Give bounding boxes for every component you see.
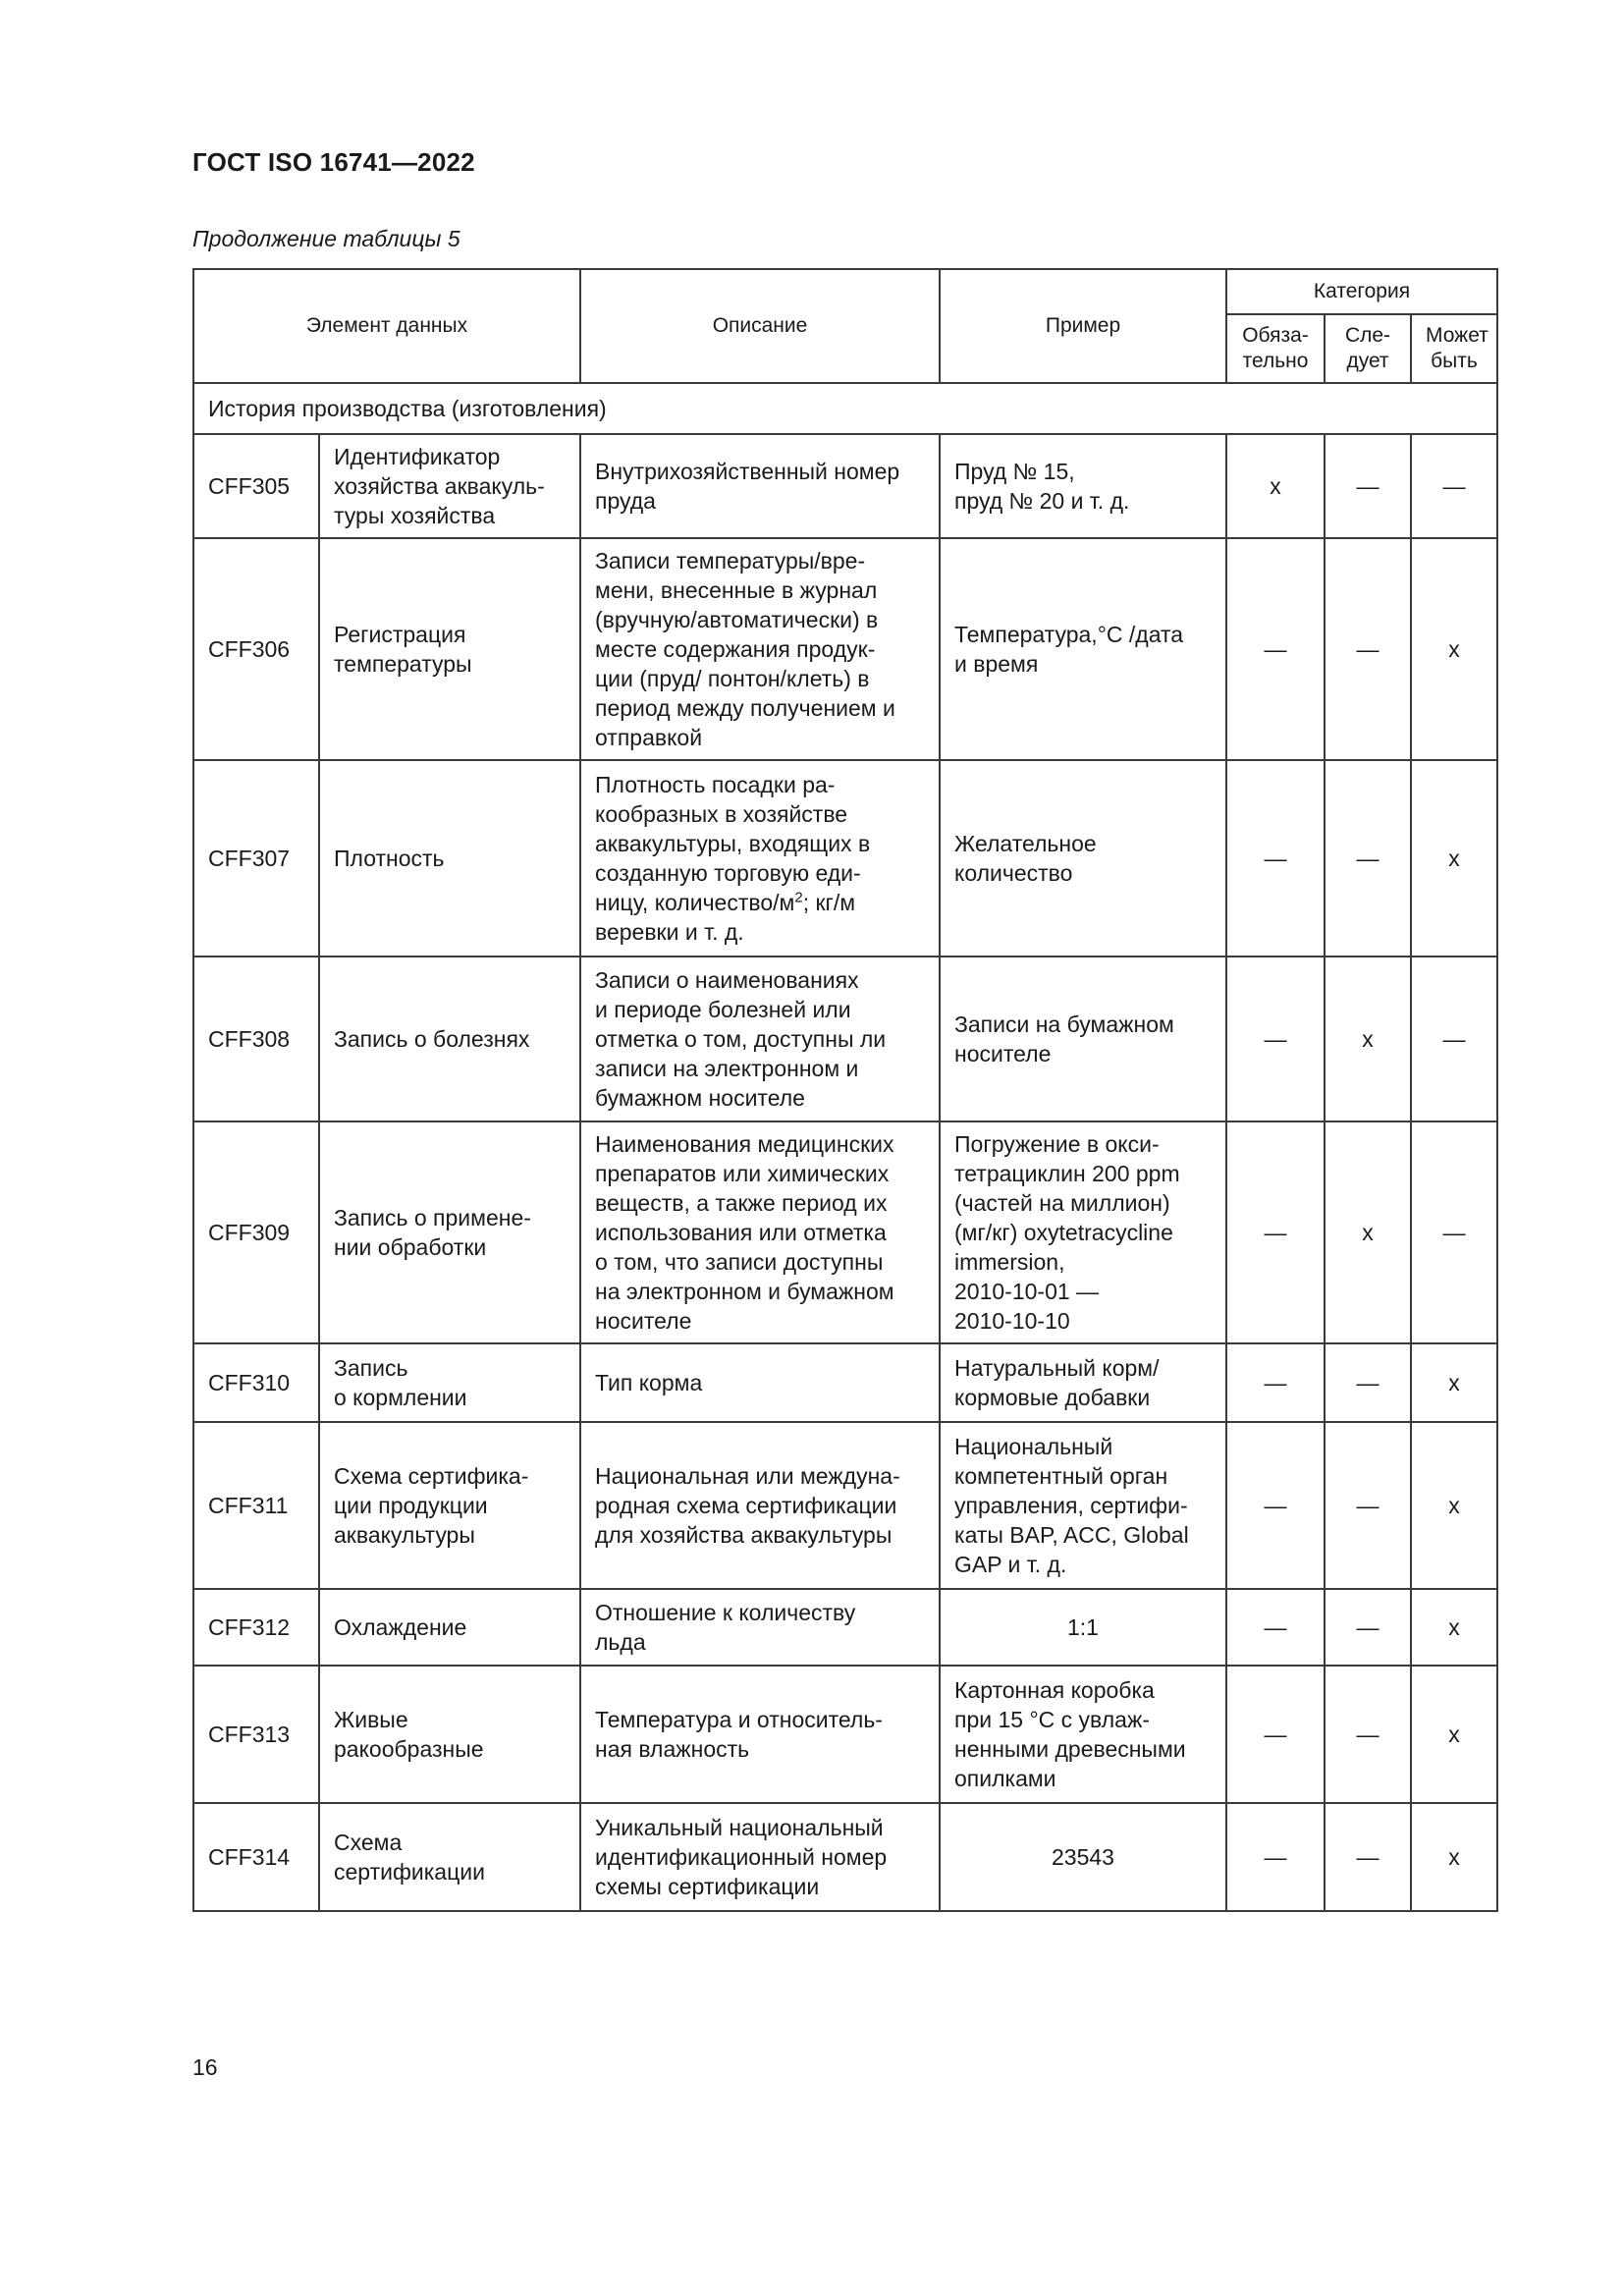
row-description-line: созданную торговую еди-	[595, 860, 861, 886]
row-category-mandatory: —	[1226, 1589, 1325, 1666]
row-description	[580, 434, 940, 538]
row-name-line: аквакультуры	[334, 1522, 475, 1548]
row-category-should: —	[1325, 760, 1411, 957]
row-example	[940, 1121, 1226, 1343]
row-name-line: ции продукции	[334, 1493, 488, 1518]
row-example	[940, 957, 1226, 1121]
row-category-should: —	[1325, 1666, 1411, 1803]
table-row	[193, 538, 1497, 760]
row-description	[580, 1589, 940, 1666]
header-should-line: дует	[1346, 350, 1389, 372]
row-category-should: —	[1325, 1422, 1411, 1589]
row-category-should: x	[1325, 957, 1411, 1121]
row-description-line: и периоде болезней или	[595, 997, 851, 1022]
row-description-line: отметка о том, доступны ли	[595, 1026, 887, 1052]
row-name-line: сертификации	[334, 1859, 485, 1885]
row-category-may: x	[1411, 1589, 1497, 1666]
row-category-may: —	[1411, 1121, 1497, 1343]
row-name-line: Запись о болезнях	[334, 1026, 530, 1052]
row-description-line: о том, что записи доступны	[595, 1249, 884, 1275]
row-id: CFF314	[193, 1803, 319, 1911]
row-id: CFF306	[193, 538, 319, 760]
row-name-line: Плотность	[334, 846, 445, 871]
row-example-line: Пруд № 15,	[954, 459, 1075, 484]
table-caption: Продолжение таблицы 5	[192, 226, 460, 251]
row-id: CFF311	[193, 1422, 319, 1589]
row-description-line: препаратов или химических	[595, 1161, 890, 1186]
row-description-line: Национальная или междуна-	[595, 1463, 900, 1489]
row-example	[940, 1666, 1226, 1803]
table-row	[193, 1803, 1497, 1911]
row-description-line: записи на электронном и	[595, 1056, 859, 1081]
row-id: CFF309	[193, 1121, 319, 1343]
row-category-should: —	[1325, 538, 1411, 760]
row-example-line: пруд № 20 и т. д.	[954, 488, 1130, 514]
row-description	[580, 1343, 940, 1422]
header-element: Элемент данных	[193, 269, 580, 383]
header-may	[1411, 314, 1497, 383]
row-category-should: x	[1325, 1121, 1411, 1343]
row-id: CFF307	[193, 760, 319, 957]
row-name	[319, 434, 580, 538]
row-example-line: (мг/кг) oxytetracycline	[954, 1220, 1173, 1245]
row-name-line: нии обработки	[334, 1234, 487, 1260]
row-description-line: Уникальный национальный	[595, 1815, 884, 1840]
row-description-line: для хозяйства аквакультуры	[595, 1522, 893, 1548]
row-description	[580, 957, 940, 1121]
header-row-1	[193, 269, 1497, 314]
row-category-may: x	[1411, 1422, 1497, 1589]
row-description-line	[595, 888, 925, 917]
row-id: CFF312	[193, 1589, 319, 1666]
row-example-line: ненными древесными	[954, 1736, 1186, 1762]
row-description-line: Тип корма	[595, 1370, 703, 1395]
row-example-line: 2010-10-10	[954, 1308, 1070, 1334]
row-description-line: Внутрихозяйственный номер	[595, 459, 900, 484]
row-category-mandatory: x	[1226, 434, 1325, 538]
row-example-line: количество	[954, 860, 1073, 886]
row-description	[580, 1422, 940, 1589]
table-row	[193, 1343, 1497, 1422]
row-example-line: immersion,	[954, 1249, 1065, 1275]
row-description-line: пруда	[595, 488, 656, 514]
row-description-line: отправкой	[595, 725, 703, 750]
row-example-line: (частей на миллион)	[954, 1190, 1170, 1216]
table-row	[193, 1422, 1497, 1589]
row-description-line: Отношение к количеству	[595, 1600, 856, 1625]
row-description	[580, 538, 940, 760]
row-example-line: Национальный	[954, 1434, 1113, 1459]
row-example-line: управления, сертифи-	[954, 1493, 1188, 1518]
table-row	[193, 1589, 1497, 1666]
row-example-line: Записи на бумажном	[954, 1011, 1174, 1037]
header-example: Пример	[940, 269, 1226, 383]
row-name	[319, 1121, 580, 1343]
row-example	[940, 760, 1226, 957]
row-example	[940, 1343, 1226, 1422]
row-category-should: —	[1325, 1803, 1411, 1911]
row-description-line: ная влажность	[595, 1736, 750, 1762]
row-description-line: кообразных в хозяйстве	[595, 801, 848, 827]
row-description-line: ции (пруд/ понтон/клеть) в	[595, 666, 870, 691]
row-example-line: тетрациклин 200 ppm	[954, 1161, 1180, 1186]
row-example-line: кормовые добавки	[954, 1385, 1151, 1410]
row-description-line: Температура и относитель-	[595, 1707, 883, 1732]
row-name-line: Схема	[334, 1830, 403, 1855]
row-example-line: Желательное	[954, 831, 1097, 856]
row-category-mandatory: —	[1226, 1422, 1325, 1589]
row-description-line: Плотность посадки ра-	[595, 772, 836, 797]
row-example-line: 23543	[1052, 1844, 1114, 1870]
row-example-line: 2010-10-01 —	[954, 1279, 1100, 1304]
row-category-may: x	[1411, 1343, 1497, 1422]
row-name-line: туры хозяйства	[334, 503, 496, 528]
header-should	[1325, 314, 1411, 383]
header-mandatory-line: тельно	[1242, 350, 1309, 372]
row-example-line: и время	[954, 651, 1039, 677]
table-row	[193, 434, 1497, 538]
row-example-line: Погружение в окси-	[954, 1131, 1160, 1157]
row-name	[319, 1803, 580, 1911]
row-description-line: аквакультуры, входящих в	[595, 831, 871, 856]
row-category-mandatory: —	[1226, 1666, 1325, 1803]
table-row	[193, 760, 1497, 957]
row-category-should: —	[1325, 434, 1411, 538]
row-name	[319, 538, 580, 760]
row-example	[940, 1803, 1226, 1911]
row-description-line: носителе	[595, 1308, 692, 1334]
row-category-may: —	[1411, 957, 1497, 1121]
row-description-line: бумажном носителе	[595, 1085, 805, 1111]
row-category-may: x	[1411, 1803, 1497, 1911]
row-description-line: месте содержания продук-	[595, 636, 876, 662]
row-name-line: Схема сертифика-	[334, 1463, 529, 1489]
row-description-line: Записи о наименованиях	[595, 967, 859, 993]
row-description-line: веревки и т. д.	[595, 919, 744, 945]
row-category-mandatory: —	[1226, 1121, 1325, 1343]
header-mandatory	[1226, 314, 1325, 383]
row-name	[319, 760, 580, 957]
header-should-line: Сле-	[1344, 324, 1391, 347]
table-row	[193, 1121, 1497, 1343]
row-description	[580, 1803, 940, 1911]
row-id: CFF305	[193, 434, 319, 538]
row-example-line: Температура,°С /дата	[954, 622, 1184, 647]
row-name-line: температуры	[334, 651, 472, 677]
row-description-line: идентификационный номер	[595, 1844, 888, 1870]
row-example-line: компетентный орган	[954, 1463, 1168, 1489]
header-may-line: Может	[1426, 324, 1488, 347]
row-category-may: —	[1411, 434, 1497, 538]
row-name-line: Запись	[334, 1355, 408, 1381]
row-name-line: ракообразные	[334, 1736, 484, 1762]
row-example	[940, 1589, 1226, 1666]
section-row	[193, 383, 1497, 434]
row-id: CFF310	[193, 1343, 319, 1422]
document-title: ГОСТ ISO 16741—2022	[192, 147, 475, 177]
row-description-line: период между получением и	[595, 695, 895, 721]
row-description-line: льда	[595, 1629, 646, 1655]
row-name-line: Идентификатор	[334, 444, 501, 469]
header-may-line: быть	[1431, 350, 1478, 372]
row-example-line: при 15 °С с увлаж-	[954, 1707, 1150, 1732]
row-category-should: —	[1325, 1343, 1411, 1422]
table-row	[193, 957, 1497, 1121]
row-category-mandatory: —	[1226, 538, 1325, 760]
row-id: CFF313	[193, 1666, 319, 1803]
row-name-line: Регистрация	[334, 622, 466, 647]
row-id: CFF308	[193, 957, 319, 1121]
row-example-line: каты BAP, ACC, Global	[954, 1522, 1189, 1548]
row-category-may: x	[1411, 538, 1497, 760]
row-description-line: Наименования медицинских	[595, 1131, 894, 1157]
row-name	[319, 1666, 580, 1803]
table-row	[193, 1666, 1497, 1803]
row-category-should: —	[1325, 1589, 1411, 1666]
row-description-line: схемы сертификации	[595, 1874, 820, 1899]
row-name-line: Живые	[334, 1707, 408, 1732]
row-example	[940, 1422, 1226, 1589]
row-description-line: мени, внесенные в журнал	[595, 577, 878, 603]
row-name-line: Охлаждение	[334, 1614, 467, 1640]
row-name-line: хозяйства аквакуль-	[334, 473, 545, 499]
header-mandatory-line: Обяза-	[1242, 324, 1309, 347]
row-description	[580, 1666, 940, 1803]
row-description-line: Записи температуры/вре-	[595, 548, 866, 574]
header-description: Описание	[580, 269, 940, 383]
row-description-superscript: 2	[794, 889, 803, 906]
row-example-line: опилками	[954, 1766, 1056, 1791]
row-category-mandatory: —	[1226, 1803, 1325, 1911]
row-name	[319, 1343, 580, 1422]
row-description-text: ; кг/м	[802, 890, 856, 915]
row-example	[940, 538, 1226, 760]
row-name-line: о кормлении	[334, 1385, 467, 1410]
row-description-text: ницу, количество/м	[595, 890, 795, 915]
row-example-line: Натуральный корм/	[954, 1355, 1160, 1381]
row-example-line: Картонная коробка	[954, 1677, 1155, 1703]
row-example	[940, 434, 1226, 538]
row-category-mandatory: —	[1226, 760, 1325, 957]
row-name	[319, 1422, 580, 1589]
header-category: Категория	[1226, 269, 1497, 314]
row-description-line: родная схема сертификации	[595, 1493, 897, 1518]
row-name	[319, 1589, 580, 1666]
row-example-line: носителе	[954, 1041, 1052, 1066]
row-description-line: на электронном и бумажном	[595, 1279, 894, 1304]
row-description-line: использования или отметка	[595, 1220, 887, 1245]
row-example-line: GAP и т. д.	[954, 1552, 1067, 1577]
data-elements-table	[192, 268, 1498, 1912]
section-title: История производства (изготовления)	[193, 383, 1497, 434]
row-example-line: 1:1	[1067, 1614, 1099, 1640]
row-description-line: веществ, а также период их	[595, 1190, 888, 1216]
page-number: 16	[192, 2054, 218, 2080]
row-category-may: x	[1411, 760, 1497, 957]
row-category-may: x	[1411, 1666, 1497, 1803]
row-description-line: (вручную/автоматически) в	[595, 607, 879, 632]
row-name-line: Запись о примене-	[334, 1205, 531, 1230]
row-category-mandatory: —	[1226, 957, 1325, 1121]
row-name	[319, 957, 580, 1121]
row-category-mandatory: —	[1226, 1343, 1325, 1422]
row-description	[580, 1121, 940, 1343]
row-description	[580, 760, 940, 957]
